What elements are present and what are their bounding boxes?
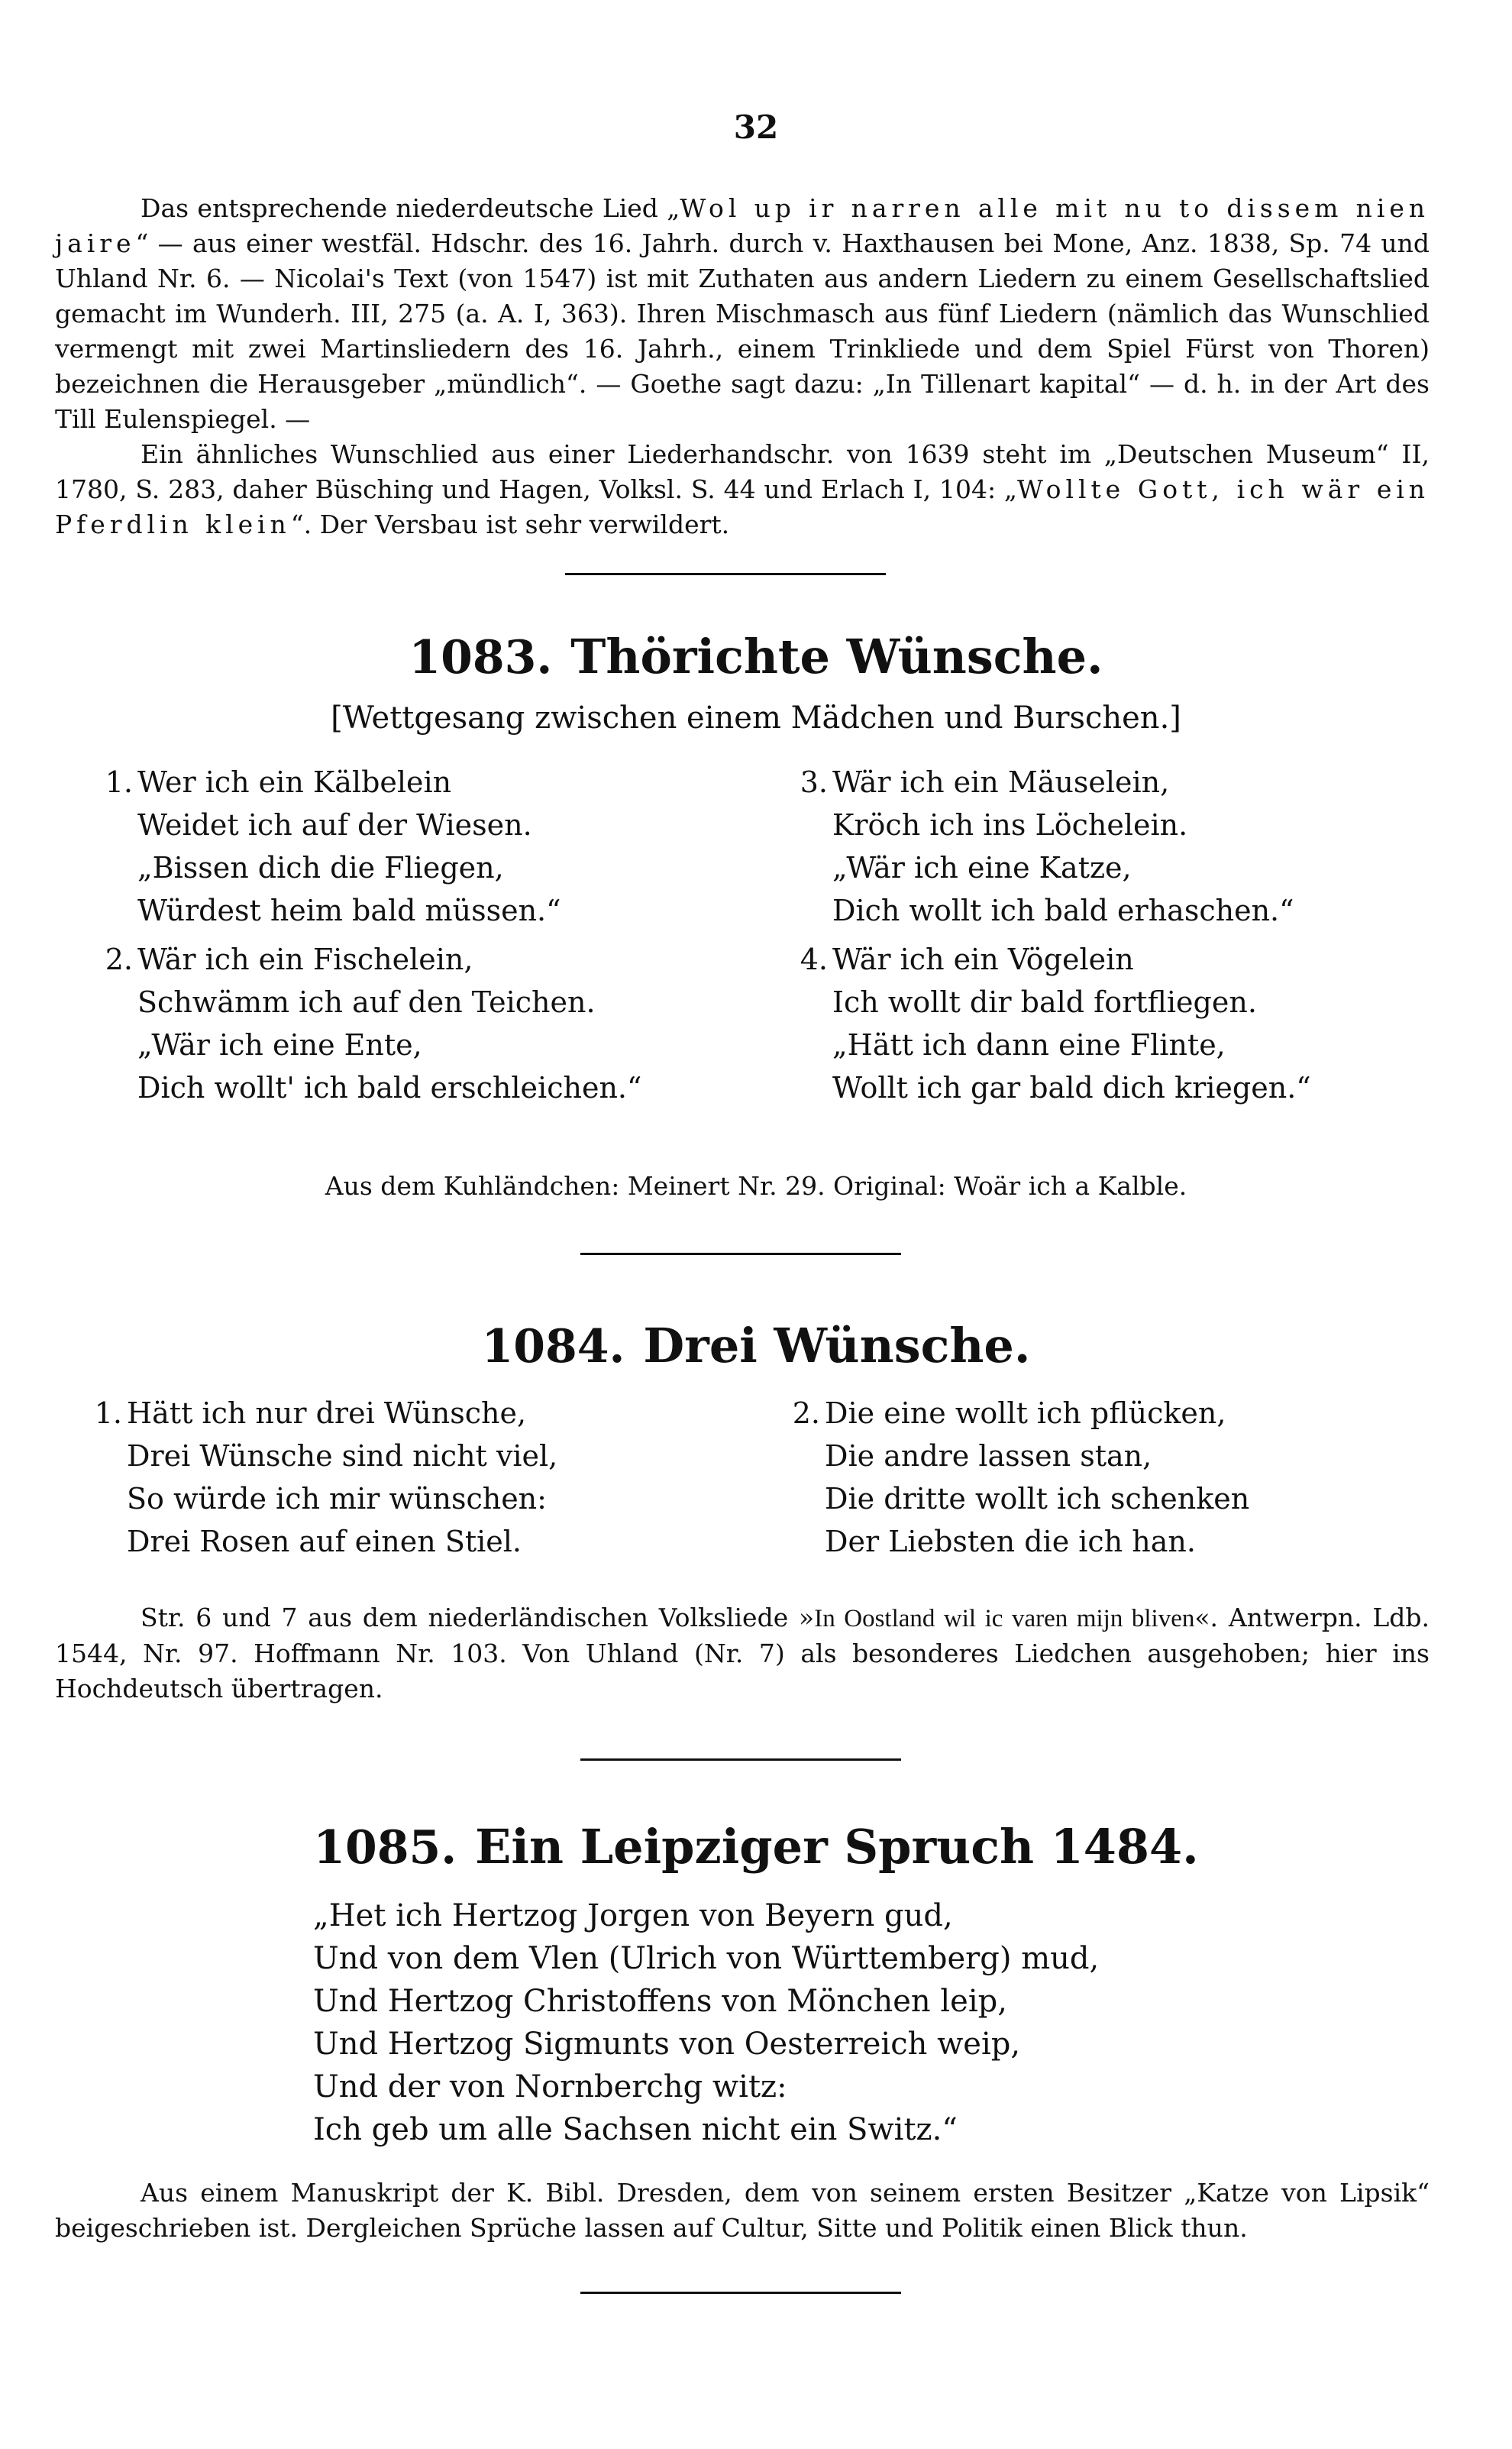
song-1084-number: 1084. [481, 1320, 625, 1373]
song-1083-subtitle: [Wettgesang zwischen einem Mädchen und Burschen.] [331, 700, 1181, 736]
verse-line: Schwämm ich auf den Teichen. [137, 985, 596, 1019]
divider-rule-3 [580, 1758, 901, 1761]
verse-line: Wär ich ein Vögelein [832, 943, 1134, 976]
verse-line: „Hätt ich dann eine Flinte, [832, 1028, 1226, 1062]
top-note-paragraph [55, 191, 1430, 437]
song-1085-number: 1085. [313, 1821, 457, 1875]
verse-line: Hätt ich nur drei Wünsche, [127, 1396, 527, 1430]
song-1084-note-paragraph [55, 1600, 1430, 1707]
verse-line: Weidet ich auf der Wiesen. [137, 808, 532, 842]
verse-line: Wär ich ein Fischelein, [137, 943, 473, 976]
verse-line: Drei Wünsche sind nicht viel, [127, 1439, 558, 1473]
verse-line: Der Liebsten die ich han. [825, 1525, 1196, 1558]
song-1084-stanza-1 [66, 1392, 557, 1563]
top-note-text-1: Das entsprechende niederdeutsche Lied „ [141, 193, 680, 223]
divider-rule-2 [580, 1253, 901, 1255]
top-note-text-2: “ — aus einer westfäl. Hdschr. des 16. Jahrh. durch v. Haxthausen bei Mone, Anz. 1838, Sp. 74 und Uhland Nr. 6. — Nicolai's Text (von 1547) ist mit Zuthaten aus andern Liedern zu einem Gesellschaftslied gemacht im Wunderh. III, 275 (a. A. I, 363). Ihren Mischmasch aus fünf Liedern (nämlich das Wunschlied vermengt mit zwei Martinsliedern des 16. Jahrh., einem Trinkliede und dem Spiel Fürst von Thoren) bezeichnen die Herausgeber „mündlich“. — Goethe sagt dazu: „In Tillenart kapital“ — d. h. in der Art des Till Eulenspiegel. — [55, 228, 1430, 434]
song-1084-note [55, 1600, 1430, 1707]
song-1085-title-text: Ein Leipziger Spruch 1484. [475, 1819, 1199, 1875]
song-1084-note-text-1: Str. 6 und 7 aus dem niederländischen Volksliede » [141, 1603, 815, 1632]
song-1083-title-text: Thörichte Wünsche. [570, 629, 1103, 684]
verse-line: Drei Rosen auf einen Stiel. [127, 1525, 522, 1558]
song-1085-title [0, 1817, 1512, 1878]
verse-line: Und von dem Vlen (Ulrich von Württemberg) mud, [313, 1941, 1100, 1976]
verse-line: Wär ich ein Mäuselein, [832, 765, 1170, 799]
song-1083-stanza-2 [76, 938, 641, 1109]
verse-line: Ich wollt dir bald fortfliegen. [832, 985, 1257, 1019]
top-note-paragraph-2 [55, 437, 1430, 542]
verse-line: Ich geb um alle Sachsen nicht ein Switz.“ [313, 2112, 958, 2147]
verse-line: „Wär ich eine Katze, [832, 851, 1132, 885]
song-1084-stanza-2 [764, 1392, 1249, 1563]
top-note-spaced-quote-2: Wollte Gott, ich wär ein Pferdlin klein [55, 474, 1430, 539]
verse-line: Dich wollt' ich bald erschleichen.“ [137, 1071, 642, 1105]
verse-line: „Wär ich eine Ente, [137, 1028, 422, 1062]
top-note [55, 191, 1430, 542]
song-1083-source: Aus dem Kuhländchen: Meinert Nr. 29. Original: Woär ich a Kalble. [325, 1171, 1187, 1201]
divider-rule-4 [580, 2292, 901, 2294]
stanza-number: 2. [792, 1396, 820, 1430]
song-1085-note [55, 2176, 1430, 2246]
verse-line: „Het ich Hertzog Jorgen von Beyern gud, [313, 1898, 953, 1933]
verse-line: Und Hertzog Sigmunts von Oesterreich weip, [313, 2027, 1021, 2062]
stanza-number: 4. [800, 943, 828, 976]
song-1083-stanza-1 [76, 761, 561, 932]
verse-line: „Bissen dich die Fliegen, [137, 851, 504, 885]
top-note-text-3: Ein ähnliches Wunschlied aus einer Liederhandschr. von 1639 steht im „Deutschen Museum“ II, 1780, S. 283, daher Büsching und Hagen, Volksl. S. 44 und Erlach I, 104: „ [55, 439, 1430, 504]
verse-line: Kröch ich ins Löchelein. [832, 808, 1188, 842]
song-1083-stanza-4 [771, 938, 1311, 1109]
song-1085-verse [313, 1894, 1099, 2151]
verse-line: Wollt ich gar bald dich kriegen.“ [832, 1071, 1311, 1105]
stanza-number: 2. [105, 943, 133, 976]
verse-line: Würdest heim bald müssen.“ [137, 894, 561, 927]
song-1083-stanza-3 [771, 761, 1294, 932]
song-1083-title [0, 626, 1512, 688]
stanza-number: 1. [94, 1396, 122, 1430]
verse-line: Und der von Nornberchg witz: [313, 2069, 787, 2104]
stanza-number: 3. [800, 765, 828, 799]
song-1084-title-text: Drei Wünsche. [643, 1318, 1031, 1373]
verse-line: Und Hertzog Christoffens von Mönchen leip, [313, 1984, 1007, 2019]
verse-line: Dich wollt ich bald erhaschen.“ [832, 894, 1294, 927]
song-1084-title [0, 1315, 1512, 1377]
verse-line: Wer ich ein Kälbelein [137, 765, 452, 799]
top-note-text-4: “. Der Versbau ist sehr verwildert. [290, 510, 730, 539]
verse-line: Die dritte wollt ich schenken [825, 1482, 1250, 1516]
verse-line: Die andre lassen stan, [825, 1439, 1152, 1473]
song-1085-note-paragraph: Aus einem Manuskript der K. Bibl. Dresden, dem von seinem ersten Besitzer „Katze von Lipsik“ beigeschrieben ist. Dergleichen Sprüche lassen auf Cultur, Sitte und Politik einen Blick thun. [55, 2178, 1430, 2243]
stanza-number: 1. [105, 765, 133, 799]
divider-rule-1 [565, 573, 886, 575]
verse-line: Die eine wollt ich pflücken, [825, 1396, 1226, 1430]
song-1084-note-quote: In Oostland wil ic varen mijn bliven [814, 1605, 1195, 1632]
page-number: 32 [733, 108, 779, 146]
verse-line: So würde ich mir wünschen: [127, 1482, 547, 1516]
song-1084-note-text-2: «. Antwerpn. Ldb. 1544, Nr. 97. Hoffmann Nr. 103. Von Uhland (Nr. 7) als besonderes Liedchen ausgehoben; hier ins Hochdeutsch übertragen. [55, 1603, 1430, 1703]
song-1083-number: 1083. [409, 631, 553, 684]
top-note-spaced-quote-1: Wol up ir narren alle mit nu to dissem nien jaire [55, 193, 1430, 258]
